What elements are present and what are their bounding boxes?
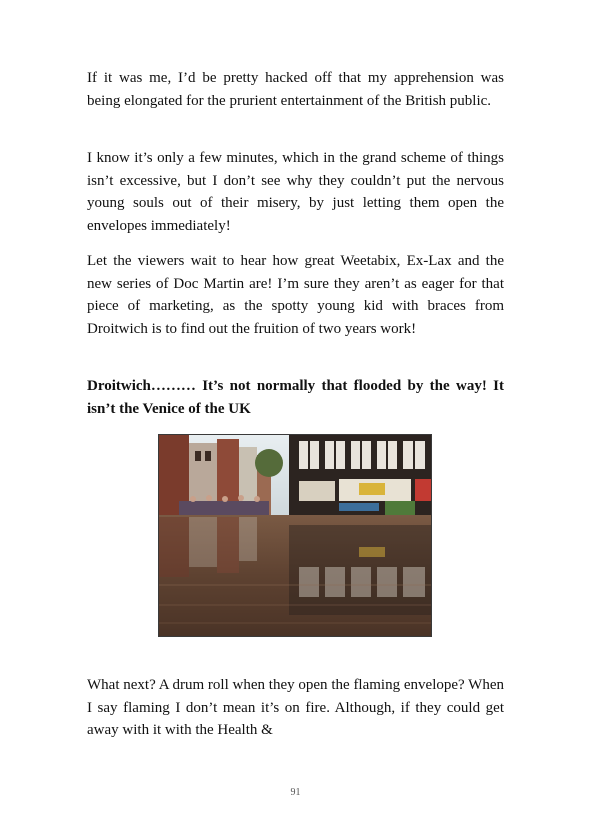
paragraph-1: If it was me, I’d be pretty hacked off that my apprehension was being elongated for the prurient entertainment of the British public. — [87, 70, 504, 109]
flood-scene-illustration — [159, 435, 431, 636]
paragraph-5: What next? A drum roll when they open the flaming envelope? When I say flaming I don’t mean it’s on fire. Although, if they could get away with it with the Health & — [87, 677, 504, 738]
photo-caption-heading: Droitwich……… It’s not normally that flooded by the way! It isn’t the Venice of the UK — [87, 378, 504, 417]
page-number: 91 — [290, 787, 301, 798]
flooded-street-photo — [158, 434, 432, 637]
paragraph-3: Let the viewers wait to hear how great Weetabix, Ex-Lax and the new series of Doc Martin are! I’m sure they aren’t as eager for that piece of marketing, as the spotty young kid with braces from Droitwich is to find out the fruition of two years work! — [87, 253, 504, 337]
paragraph-2: I know it’s only a few minutes, which in the grand scheme of things isn’t excessive, but I don’t see why they couldn’t put the nervous young souls out of their misery, by just letting them open the envelopes immediately! — [87, 150, 504, 234]
